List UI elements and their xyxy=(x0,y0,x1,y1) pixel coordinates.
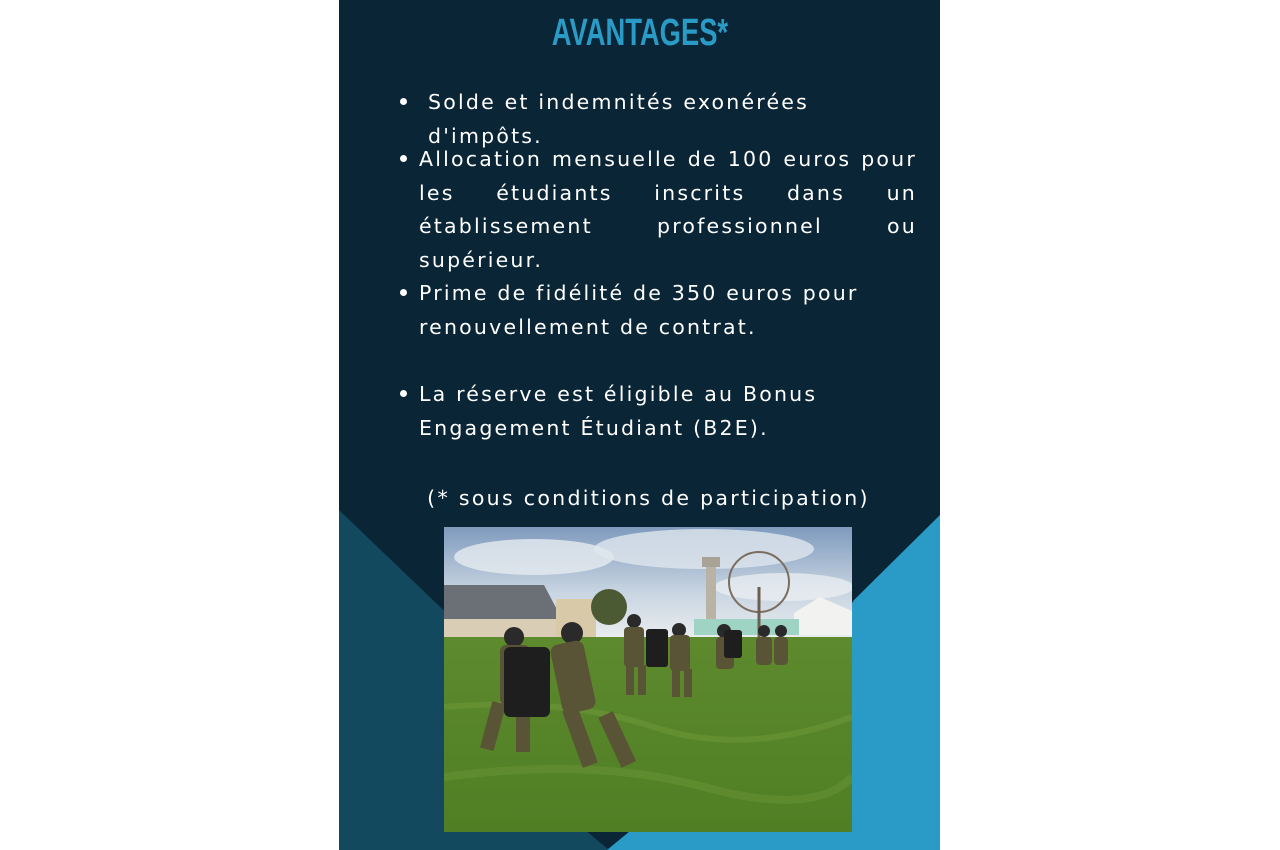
bullet-dot-icon xyxy=(400,390,407,397)
benefit-text: Solde et indemnités exonérées d'impôts. xyxy=(428,90,809,148)
list-item xyxy=(397,277,917,344)
bullet-dot-icon xyxy=(400,289,407,296)
benefit-text: La réserve est éligible au Bonus Engagement Étudiant (B2E). xyxy=(419,382,818,440)
list-item xyxy=(397,378,917,445)
benefit-text: Prime de fidélité de 350 euros pour renouvellement de contrat. xyxy=(419,281,859,339)
benefit-text: Allocation mensuelle de 100 euros pour les étudiants inscrits dans un établissement professionnel ou supérieur. xyxy=(419,147,917,272)
bullet-dot-icon xyxy=(400,98,407,105)
training-photo xyxy=(444,527,852,832)
training-photo-illustration xyxy=(444,527,852,832)
poster xyxy=(339,0,940,850)
conditions-footnote: (* sous conditions de participation) xyxy=(427,486,870,510)
poster-title: AVANTAGES* xyxy=(551,12,729,54)
bullet-dot-icon xyxy=(400,155,407,162)
list-item xyxy=(397,143,917,277)
